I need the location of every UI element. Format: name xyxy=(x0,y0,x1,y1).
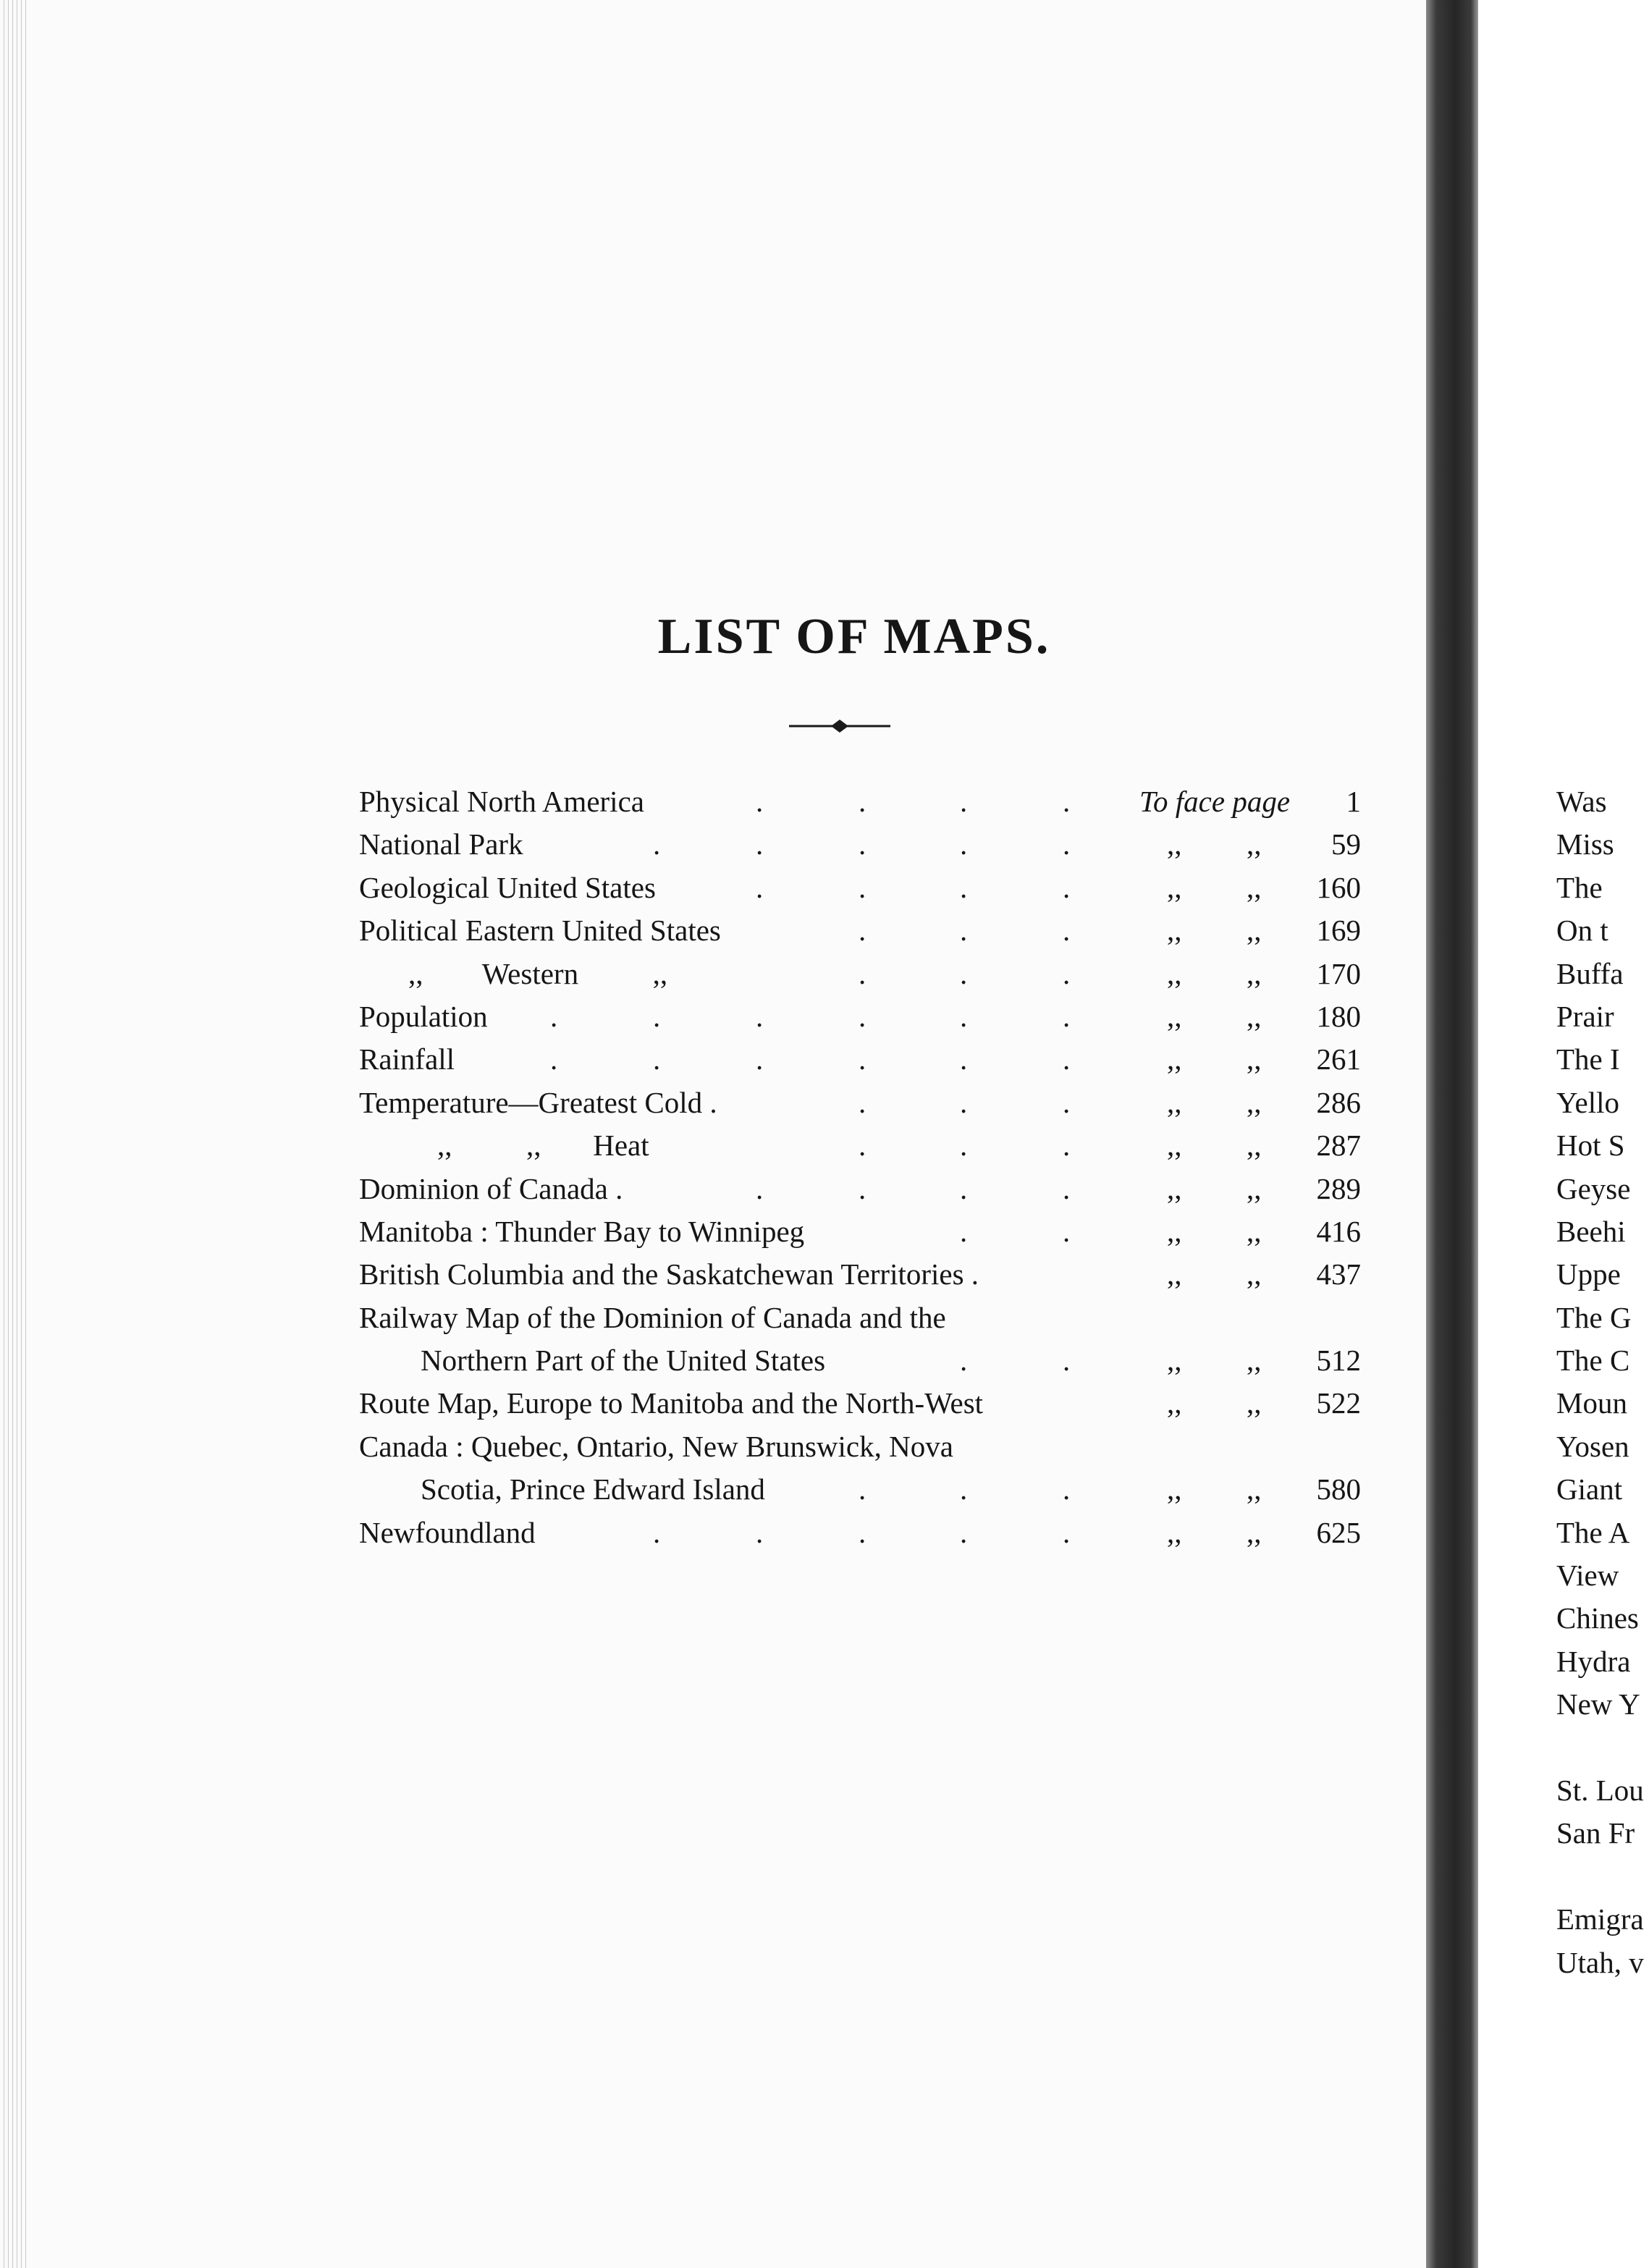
page-number: 287 xyxy=(1316,1129,1361,1163)
ditto-mark: ,, xyxy=(1167,1171,1182,1205)
toc-row: Physical North America . . . . To face page 1 xyxy=(359,780,1372,823)
ditto-mark: ,, xyxy=(1167,1085,1182,1119)
page-title: LIST OF MAPS. xyxy=(657,609,1051,665)
map-title: Dominion of Canada . xyxy=(359,1171,623,1205)
facing-line: The C xyxy=(1556,1344,1630,1378)
page-number: 512 xyxy=(1316,1344,1361,1378)
toc-row: Geological United States . . . . ,, ,, 160 xyxy=(359,867,1372,909)
map-title: National Park xyxy=(359,827,523,861)
page-number: 180 xyxy=(1316,999,1361,1033)
facing-line: St. Lou xyxy=(1556,1773,1644,1807)
ditto-mark: ,, xyxy=(1167,956,1182,990)
facing-line: Was xyxy=(1556,785,1607,818)
toc-row: Scotia, Prince Edward Island . . . ,, ,, 580 xyxy=(359,1468,1372,1511)
ditto-mark: ,, xyxy=(1247,1257,1262,1291)
page-number: 170 xyxy=(1316,956,1361,990)
ditto-mark: ,, xyxy=(1247,1344,1262,1378)
toc-row: Temperature—Greatest Cold . . . . ,, ,, 286 xyxy=(359,1082,1372,1124)
facing-line: Moun xyxy=(1556,1386,1627,1420)
map-title: Population xyxy=(359,999,488,1033)
map-title: Newfoundland xyxy=(359,1515,536,1549)
facing-line: Beehi xyxy=(1556,1214,1626,1248)
ditto-mark: ,, xyxy=(1247,914,1262,948)
map-title: Rainfall xyxy=(359,1042,455,1076)
ditto-mark: ,, xyxy=(1167,999,1182,1033)
facing-line: The I xyxy=(1556,1042,1620,1076)
toc-row: ,, ,, Heat . . . ,, ,, 287 xyxy=(359,1124,1372,1167)
facing-line: San Fr xyxy=(1556,1816,1635,1850)
ditto-mark: ,, xyxy=(1247,999,1262,1033)
to-face-page-label: To face page xyxy=(1139,785,1291,818)
map-title: ,, ,, Heat xyxy=(437,1129,649,1163)
ditto-mark: ,, xyxy=(1247,1171,1262,1205)
facing-line: On t xyxy=(1556,914,1608,948)
ditto-mark: ,, xyxy=(1247,1214,1262,1248)
toc-row: Rainfall . . . . . . ,, ,, 261 xyxy=(359,1038,1372,1081)
toc-row: Political Eastern United States . . . ,, ,, 169 xyxy=(359,909,1372,952)
toc-row: Northern Part of the United States . . ,, ,, 512 xyxy=(359,1339,1372,1382)
map-title: Canada : Quebec, Ontario, New Brunswick, Nova xyxy=(359,1429,953,1463)
facing-line: Hot S xyxy=(1556,1129,1625,1163)
facing-line: Buffa xyxy=(1556,956,1624,990)
facing-line: The A xyxy=(1556,1515,1630,1549)
toc-row: National Park . . . . . ,, ,, 59 xyxy=(359,823,1372,866)
ditto-mark: ,, xyxy=(1167,1472,1182,1506)
toc-row xyxy=(359,1297,1372,1339)
ditto-mark: ,, xyxy=(1167,1344,1182,1378)
page-number: 160 xyxy=(1316,870,1361,904)
page-number: 169 xyxy=(1316,914,1361,948)
ditto-mark: ,, xyxy=(1247,956,1262,990)
map-title: Railway Map of the Dominion of Canada and the xyxy=(359,1300,946,1334)
page-number: 261 xyxy=(1316,1042,1361,1076)
ditto-mark: ,, xyxy=(1167,870,1182,904)
facing-page-text xyxy=(1556,780,1644,1984)
toc-row xyxy=(359,1382,1372,1425)
ditto-mark: ,, xyxy=(1167,1386,1182,1420)
facing-line: The xyxy=(1556,870,1603,904)
page-number: 416 xyxy=(1316,1214,1361,1248)
map-title: Physical North America xyxy=(359,785,644,818)
map-title: Manitoba : Thunder Bay to Winnipeg xyxy=(359,1214,805,1248)
toc-row: Population . . . . . . ,, ,, 180 xyxy=(359,995,1372,1038)
ditto-mark: ,, xyxy=(1247,1129,1262,1163)
facing-line xyxy=(1556,1727,1644,1769)
facing-line: Yosen xyxy=(1556,1429,1629,1463)
toc-row xyxy=(359,1253,1372,1296)
facing-line: Geyse xyxy=(1556,1171,1631,1205)
map-title: Political Eastern United States xyxy=(359,914,721,948)
page-number: 437 xyxy=(1316,1257,1361,1291)
toc-row xyxy=(359,1425,1372,1468)
toc-row: Manitoba : Thunder Bay to Winnipeg . . ,, ,, 416 xyxy=(359,1210,1372,1253)
toc-row: ,, Western ,, . . . ,, ,, 170 xyxy=(359,953,1372,995)
map-title: ,, Western ,, xyxy=(408,956,668,990)
map-title: Scotia, Prince Edward Island xyxy=(421,1472,765,1506)
map-title: Northern Part of the United States xyxy=(421,1344,826,1378)
ditto-mark: ,, xyxy=(1247,1515,1262,1549)
page-number: 580 xyxy=(1316,1472,1361,1506)
page-number: 522 xyxy=(1316,1386,1361,1420)
ditto-mark: ,, xyxy=(1167,1042,1182,1076)
ditto-mark: ,, xyxy=(1167,1214,1182,1248)
facing-line: Yello xyxy=(1556,1085,1619,1119)
page-number: 1 xyxy=(1346,785,1361,818)
ditto-mark: ,, xyxy=(1247,1042,1262,1076)
toc-row: Dominion of Canada . . . . . ,, ,, 289 xyxy=(359,1168,1372,1210)
facing-line: Giant xyxy=(1556,1472,1623,1506)
book-gutter xyxy=(1426,0,1478,2268)
map-title: British Columbia and the Saskatchewan Territories . xyxy=(359,1257,979,1291)
facing-line: Miss xyxy=(1556,827,1614,861)
ditto-mark: ,, xyxy=(1167,1515,1182,1549)
ditto-mark: ,, xyxy=(1167,914,1182,948)
facing-line: Hydra xyxy=(1556,1644,1631,1678)
ditto-mark: ,, xyxy=(1247,1085,1262,1119)
facing-line: New Y xyxy=(1556,1687,1640,1721)
facing-line: Chines xyxy=(1556,1601,1639,1635)
facing-line: Emigra xyxy=(1556,1902,1644,1936)
map-title: Temperature—Greatest Cold . xyxy=(359,1085,717,1119)
page-number: 286 xyxy=(1316,1085,1361,1119)
facing-line xyxy=(1556,1855,1644,1898)
facing-line: Uppe xyxy=(1556,1257,1621,1291)
facing-line: View xyxy=(1556,1559,1619,1593)
page-number: 625 xyxy=(1316,1515,1361,1549)
facing-line: Prair xyxy=(1556,999,1614,1033)
map-title: Route Map, Europe to Manitoba and the North-West xyxy=(359,1386,984,1420)
page-number: 59 xyxy=(1331,827,1361,861)
ditto-mark: ,, xyxy=(1247,1386,1262,1420)
ditto-mark: ,, xyxy=(1167,1129,1182,1163)
facing-line: The G xyxy=(1556,1300,1632,1334)
toc-row: Newfoundland . . . . . ,, ,, 625 xyxy=(359,1512,1372,1554)
page-edges xyxy=(0,0,28,2268)
ditto-mark: ,, xyxy=(1247,827,1262,861)
map-title: Geological United States xyxy=(359,870,656,904)
ditto-mark: ,, xyxy=(1167,827,1182,861)
maps-table-of-contents xyxy=(359,780,1372,1554)
ditto-mark: ,, xyxy=(1247,1472,1262,1506)
diamond-ornament-icon xyxy=(789,715,890,737)
facing-line: Utah, v xyxy=(1556,1945,1644,1979)
ditto-mark: ,, xyxy=(1167,1257,1182,1291)
ditto-mark: ,, xyxy=(1247,870,1262,904)
page-number: 289 xyxy=(1316,1171,1361,1205)
